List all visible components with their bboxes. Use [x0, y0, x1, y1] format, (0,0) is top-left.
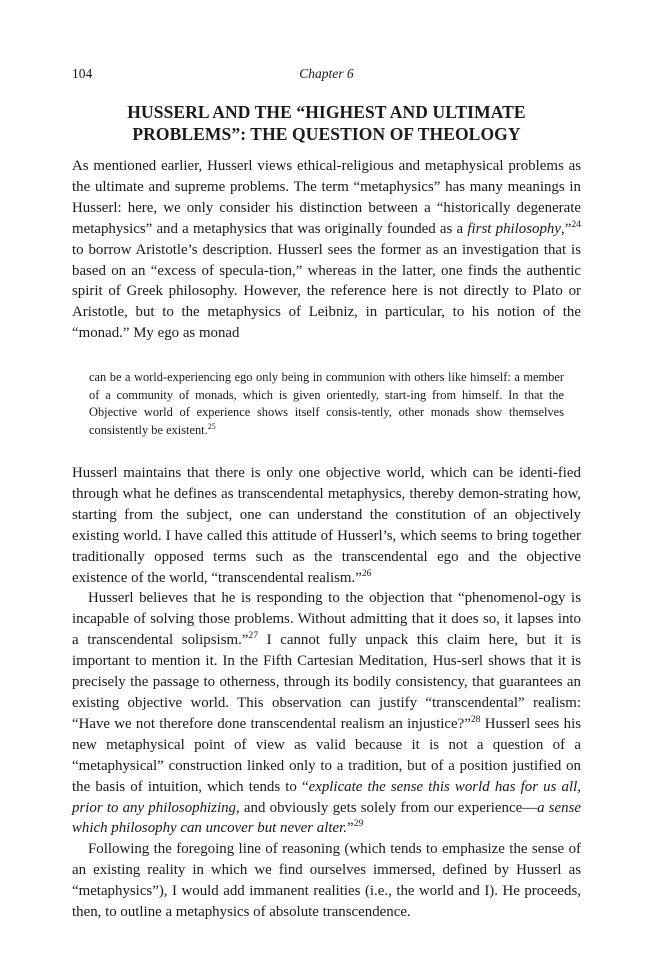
emphasis-quote-1: explicate the sense this world has for us all, prior to any philosophizing, [72, 778, 582, 816]
section-title [72, 101, 581, 145]
running-head [72, 66, 581, 86]
footnote-ref-28[interactable]: 28 [470, 713, 481, 725]
paragraph-4: Following the foregoing line of reasoning (which tends to emphasize the sense of an existing reality in which we find ourselves immersed, defined by Husserl as “metaphysics”), I would add immanent realities (i.e., the world and I). He proceeds, then, to outline a metaphysics of absolute transcendence. [72, 841, 581, 921]
paragraph-1: As mentioned earlier, Husserl views ethical-religious and metaphysical problems as the ultimate and supreme problems. The term “metaphysics” has many meanings in Husserl: here, we only consider his distinction between a “historically degenerate metaphysics” and a metaphysics that was originally founded as a first philosophy,”$^{24}$ to borrow Aristotle’s description. Husserl sees the former as an investigation that is based on an “excess of specula-tion,” whereas in the latter, one finds the authentic spirit of Greek philosophy. However, the reference here is not directly to Plato or Aristotle, but to the metaphysics of Leibniz, in particular, to his notion of the “monad.” My ego as monad [72, 158, 581, 342]
page-number: 104 [72, 66, 93, 81]
footnote-ref-29[interactable]: 29 [353, 818, 364, 830]
section-title-line-1: HUSSERL AND THE “HIGHEST AND ULTIMATE [127, 102, 526, 122]
section-title-line-2: PROBLEMS”: THE QUESTION OF THEOLOGY [132, 124, 521, 144]
emphasis-quote-2: a sense which philosophy can uncover but never alter. [72, 799, 581, 837]
body-text-top [72, 156, 581, 344]
emphasis-first-philosophy: first philosophy [467, 220, 561, 237]
footnote-ref-25[interactable]: 25 [207, 421, 216, 431]
footnote-ref-24[interactable]: 24 [571, 218, 581, 230]
footnote-ref-26[interactable]: 26 [361, 567, 372, 579]
paragraph-2: Husserl maintains that there is only one objective world, which can be identi-fied through what he defines as transcendental metaphysics, thereby demon-strating how, starting from the subject, one can understand the constitution of an objectively existing world. I have called this attitude of Husserl’s, which seems to bring together traditionally opposed terms such as the transcendental ego and the objective existence of the world, “transcendental realism.”$^{26}$ [72, 465, 581, 586]
body-text-bottom [72, 463, 581, 923]
block-quote: can be a world-experiencing ego only being in communion with others like himself: a member of a community of monads, which is given orientedly, start-ing from himself. In that the Objective world of experience shows itself consis-tently, other monads show themselves consistently be existent.$^{25}$ [89, 370, 564, 437]
chapter-label: Chapter 6 [299, 66, 354, 81]
footnote-ref-27[interactable]: 27 [248, 630, 259, 642]
paragraph-3: Husserl believes that he is responding to the objection that “phenomenol-ogy is incapable of solving those problems. Without admitting that it does so, it lapses into a transcendental solipsism.”$^{27}$ I cannot fully unpack this claim here, but it is important to mention it. In the Fifth Cartesian Meditation, Hus-serl shows that it is precisely the passage to otherness, through its bodily consistency, that guarantees an existing objective world. This observation can justify “transcendental” realism: “Have we not therefore done transcendental realism an injustice?”$^{28}$ Husserl sees his new metaphysical point of view as valid because it is not a question of a “metaphysical” construction linked only to a tradition, but of a position justified on the basis of intuition, which tends to “explicate the sense this world has for us all, prior to any philosophizing, and obviously gets solely from our experience—a sense which philosophy can uncover but never alter.”$^{29}$ [72, 590, 582, 837]
